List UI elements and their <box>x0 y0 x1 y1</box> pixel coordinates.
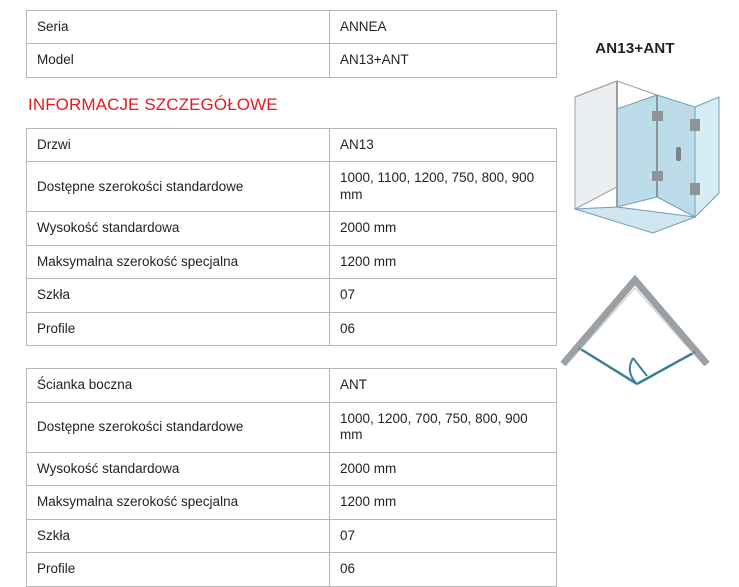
table-row <box>27 486 557 519</box>
table-row <box>27 11 557 44</box>
side-widths-label: Dostępne szerokości standardowe <box>27 402 330 452</box>
series-label: Seria <box>27 11 330 44</box>
side-glass-label: Szkła <box>27 519 330 552</box>
table-row <box>27 212 557 245</box>
table-row <box>27 519 557 552</box>
door-glass-label: Szkła <box>27 279 330 312</box>
table-row <box>27 162 557 212</box>
shower-enclosure-plan-icon <box>540 264 730 394</box>
header-table <box>26 10 557 78</box>
table-spacer <box>26 346 516 368</box>
side-widths-value: 1000, 1200, 700, 750, 800, 900 mm <box>330 402 557 452</box>
door-spec-table <box>26 128 557 346</box>
side-height-label: Wysokość standardowa <box>27 452 330 485</box>
door-maxwidth-value: 1200 mm <box>330 245 557 278</box>
spec-tables-column <box>26 10 535 587</box>
table-row <box>27 245 557 278</box>
table-row <box>27 279 557 312</box>
side-maxwidth-label: Maksymalna szerokość specjalna <box>27 486 330 519</box>
model-label: Model <box>27 44 330 77</box>
side-maxwidth-value: 1200 mm <box>330 486 557 519</box>
side-label: Ścianka boczna <box>27 369 330 402</box>
door-widths-value: 1000, 1100, 1200, 750, 800, 900 mm <box>330 162 557 212</box>
side-height-value: 2000 mm <box>330 452 557 485</box>
door-label: Drzwi <box>27 128 330 161</box>
door-widths-label: Dostępne szerokości standardowe <box>27 162 330 212</box>
model-value: AN13+ANT <box>330 44 557 77</box>
table-row <box>27 128 557 161</box>
side-panel-spec-table <box>26 368 557 586</box>
figure-title: AN13+ANT <box>595 40 675 57</box>
side-profile-label: Profile <box>27 553 330 586</box>
table-row <box>27 452 557 485</box>
table-row <box>27 369 557 402</box>
door-height-value: 2000 mm <box>330 212 557 245</box>
side-glass-value: 07 <box>330 519 557 552</box>
table-row <box>27 44 557 77</box>
table-row <box>27 312 557 345</box>
figure-column <box>540 10 730 394</box>
door-profile-value: 06 <box>330 312 557 345</box>
section-title: INFORMACJE SZCZEGÓŁOWE <box>28 94 278 114</box>
door-glass-value: 07 <box>330 279 557 312</box>
door-height-label: Wysokość standardowa <box>27 212 330 245</box>
door-maxwidth-label: Maksymalna szerokość specjalna <box>27 245 330 278</box>
side-value: ANT <box>330 369 557 402</box>
side-profile-value: 06 <box>330 553 557 586</box>
door-value: AN13 <box>330 128 557 161</box>
door-profile-label: Profile <box>27 312 330 345</box>
series-value: ANNEA <box>330 11 557 44</box>
shower-enclosure-3d-icon <box>540 67 730 242</box>
table-row <box>27 402 557 452</box>
table-row <box>27 553 557 586</box>
